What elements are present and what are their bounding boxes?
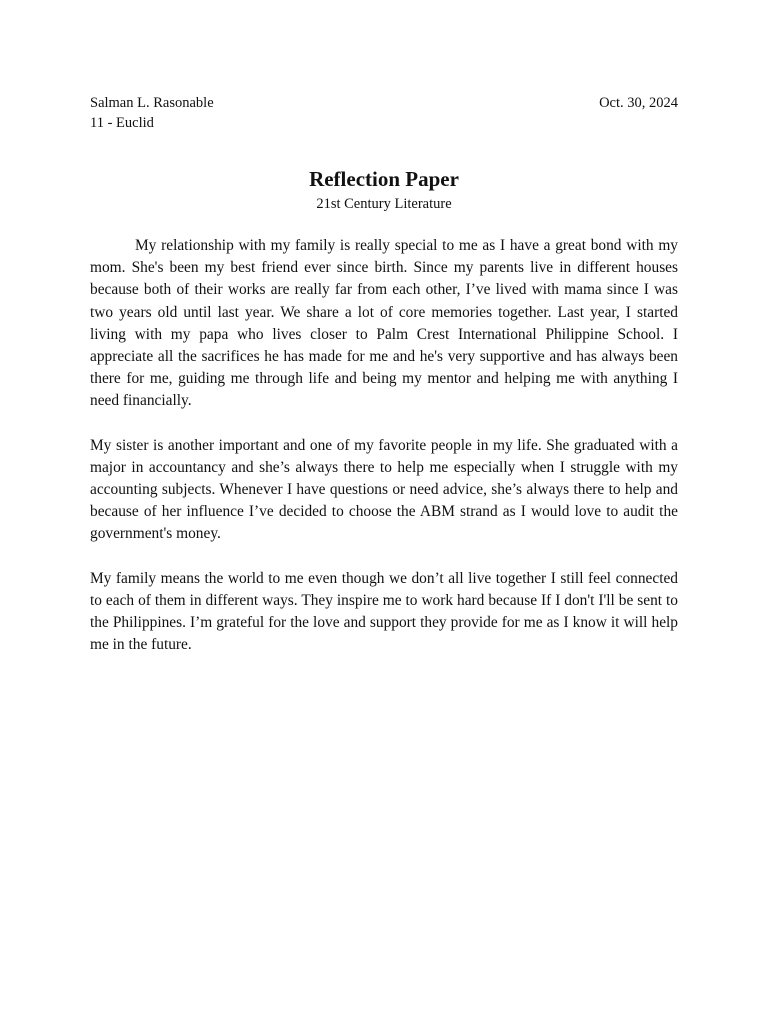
paragraph-2: My sister is another important and one of my favorite people in my life. She graduated with a major in accountancy and she’s always there to help me especially when I struggle with my accounting subjects. Whenever I have questions or need advice, she’s always there to help and because of her influence I’ve decided to choose the ABM strand as I would love to audit the government's money. <box>90 436 678 543</box>
document-date: Oct. 30, 2024 <box>599 95 678 111</box>
student-info <box>90 93 214 133</box>
document-subtitle: 21st Century Literature <box>316 196 452 212</box>
student-section: 11 - Euclid <box>90 115 154 131</box>
paragraph-3: My family means the world to me even though we don’t all live together I still feel connected to each of them in different ways. They inspire me to work hard because If I don't I'll be sent to the Philippines. I’m grateful for the love and support they provide for me as I know it will help me in the future. <box>90 569 678 654</box>
document-page <box>90 93 678 678</box>
paragraph-1: My relationship with my family is really special to me as I have a great bond with my mom. She's been my best friend ever since birth. Since my parents live in different houses because both of their works are really far from each other, I’ve lived with mama since I was two years old until last year. We share a lot of core memories together. Last year, I started living with my papa who lives closer to Palm Crest International Philippine School. I appreciate all the sacrifices he has made for me and he's very supportive and has always been there for me, guiding me through life and being my mentor and helping me with anything I need financially. <box>90 237 678 410</box>
document-title: Reflection Paper <box>309 167 459 191</box>
document-body <box>90 235 678 656</box>
document-header <box>90 93 678 133</box>
student-name: Salman L. Rasonable <box>90 95 214 111</box>
